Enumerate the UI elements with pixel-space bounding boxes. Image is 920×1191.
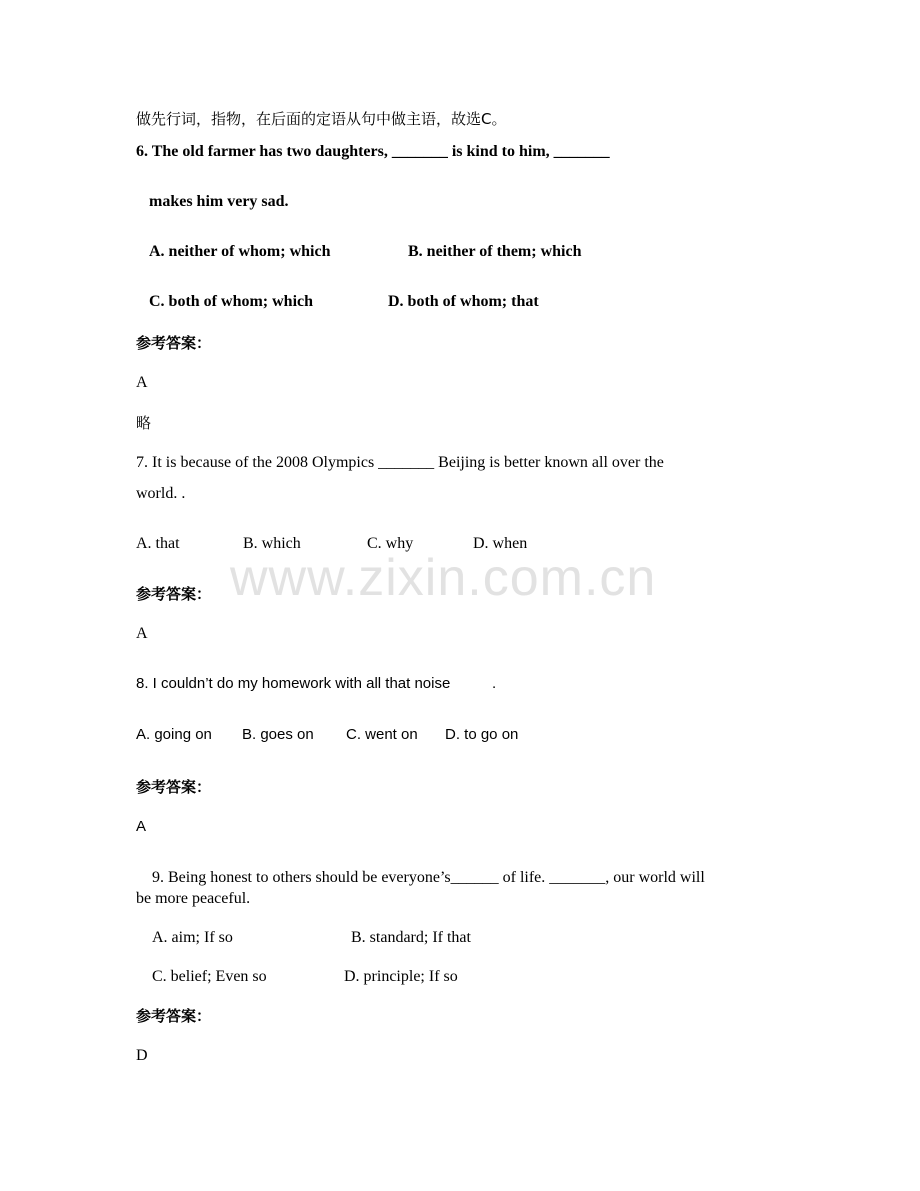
q8-answer-heading: 参考答案： [136, 778, 212, 796]
q6-answer-heading: 参考答案： [136, 334, 212, 352]
q8-option-d: D. to go on [445, 726, 519, 743]
q6-answer: A [136, 374, 148, 391]
q8-option-c: C. went on [346, 726, 418, 743]
intro-line: 做先行词，指物，在后面的定语从句中做主语，故选C。 [136, 110, 507, 128]
q9-answer: D [136, 1047, 148, 1064]
q9-option-d: D. principle; If so [344, 968, 458, 985]
q9-stem-line2: be more peaceful. [136, 890, 251, 907]
q6-stem-line1: 6. The old farmer has two daughters, _______ is kind to him, _______ [136, 143, 610, 160]
q8-stem: 8. I couldn’t do my homework with all that noise . [136, 675, 497, 692]
q6-stem-line2: makes him very sad. [149, 193, 289, 210]
q9-option-a: A. aim; If so [152, 929, 233, 946]
q6-note: 略 [136, 414, 152, 432]
q6-option-a: A. neither of whom; which [149, 243, 331, 260]
q7-answer-heading: 参考答案： [136, 585, 212, 603]
q8-option-b: B. goes on [242, 726, 314, 743]
q7-stem-line2: world. . [136, 485, 186, 502]
q6-option-c: C. both of whom; which [149, 293, 314, 310]
q7-stem-line1: 7. It is because of the 2008 Olympics _______ Beijing is better known all over the [136, 454, 664, 471]
q8-option-a: A. going on [136, 726, 212, 743]
q6-option-b: B. neither of them; which [408, 243, 582, 260]
q7-answer: A [136, 625, 148, 642]
q9-option-b: B. standard; If that [351, 929, 471, 946]
q7-option-d: D. when [473, 535, 528, 552]
q7-option-b: B. which [243, 535, 301, 552]
watermark: www.zixin.com.cn [230, 549, 657, 607]
q9-answer-heading: 参考答案： [136, 1007, 212, 1025]
q6-option-d: D. both of whom; that [388, 293, 539, 310]
q7-option-a: A. that [136, 535, 180, 552]
q9-option-c: C. belief; Even so [152, 968, 267, 985]
q7-option-c: C. why [367, 535, 414, 552]
q8-answer: A [136, 818, 147, 835]
q9-stem-line1: 9. Being honest to others should be everyone’s______ of life. _______, our world will [152, 869, 705, 886]
